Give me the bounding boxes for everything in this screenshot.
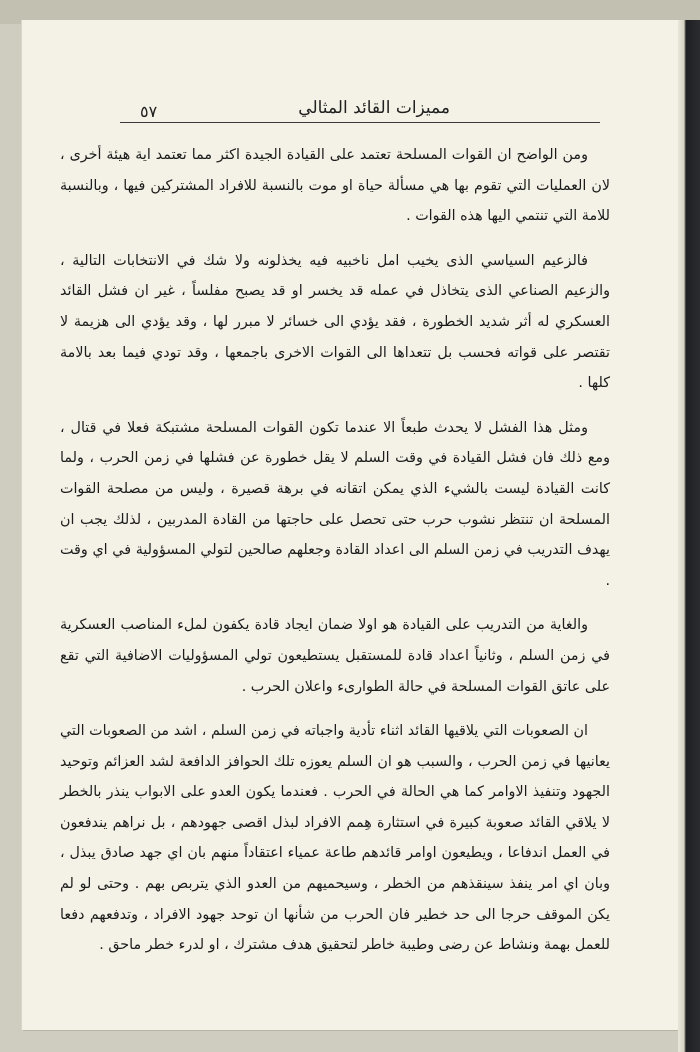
page-number: ٥٧ — [140, 102, 158, 121]
header-rule — [120, 122, 600, 123]
book-spine — [678, 20, 700, 1052]
paragraph-4: والغاية من التدريب على القيادة هو اولا ضمان ايجاد قادة يكفون لملء المناصب العسكرية في زمن السلم ، وثانياً اعداد قادة للمستقبل يستطيعون تولي المسؤوليات الاضافية التي تقع على عاتق القوات المسلحة في حالة الطوارىء واعلان الحرب . — [60, 617, 610, 695]
paragraph-1: ومن الواضح ان القوات المسلحة تعتمد على القيادة الجيدة اكثر مما تعتمد اية هيئة أخرى ، لان العمليات التي تقوم بها هي مسألة حياة او موت بالنسبة للافراد المشتركين فيها ، وبالنسبة للامة التي تنتمي اليها هذه القوات . — [60, 147, 610, 225]
paragraph-5: ان الصعوبات التي يلاقيها القائد اثناء تأدية واجباته في زمن السلم ، اشد من الصعوبات التي يعانيها في زمن الحرب ، والسبب هو ان السلم يعوزه تلك الحوافز الدافعة لشد العزائم وتوحيد الجهود وتنفيذ الاوامر كما هي الحالة في الحرب . فعندما يكون العدو على الابواب ينذر بالخطر لا يلاقي القائد صعوبة كبيرة في استثارة هِمم الافراد لبذل اقصى جهودهم ، بل نراهم يندفعون في العمل اندفاعا ، ويطيعون اوامر قائدهم طاعة عمياء اعتقاداً منهم بان اي جهد صادق يبذل ، وبان اي امر ينفذ سينقذهم من الخطر ، وسيحميهم من العدو الذي يتربص بهم . وحتى لو لم يكن الموقف حرجا الى حد خطير فان الحرب من شأنها ان توحد جهود الافراد ، وتدفعهم دفعا للعمل بهمة ونشاط عن رضى وطيبة خاطر لتحقيق هدف مشترك ، او لدرء خطر ماحق . — [60, 723, 610, 954]
paragraph-2: فالزعيم السياسي الذى يخيب امل ناخبيه فيه يخذلونه ولا شك في الانتخابات التالية ، والزعيم الصناعي الذى يتخاذل في عمله قد يخسر او قد يصبح مفلساً ، غير ان فشل القائد العسكري له أثر شديد الخطورة ، فقد يؤدي الى خسائر لا مبرر لها ، وقد يؤدي الى هزيمة لا تقتصر على قواته فحسب بل تتعداها الى القوات الاخرى باجمعها ، وقد تودي فيما بعد بالامة كلها . — [60, 252, 610, 392]
page-body — [60, 140, 610, 975]
paragraph-3: ومثل هذا الفشل لا يحدث طبعاً الا عندما تكون القوات المسلحة مشتبكة فعلا في قتال ، ومع ذلك فان فشل القيادة في وقت السلم لا يقل خطورة عن فشلها في زمن الحرب ، ولما كانت القيادة ليست بالشيء الذي يمكن اتقانه في برهة قصيرة ، وليس من مصلحة القوات المسلحة ان تنتظر نشوب حرب حتى تحصل على حاجتها من القادة المدربين ، لذلك يجب ان يهدف التدريب في زمن السلم الى اعداد القادة وجعلهم صالحين لتولي المسؤولية في اي وقت . — [60, 419, 610, 589]
running-title: مميزات القائد المثالي — [298, 98, 450, 118]
page-header — [120, 82, 600, 122]
